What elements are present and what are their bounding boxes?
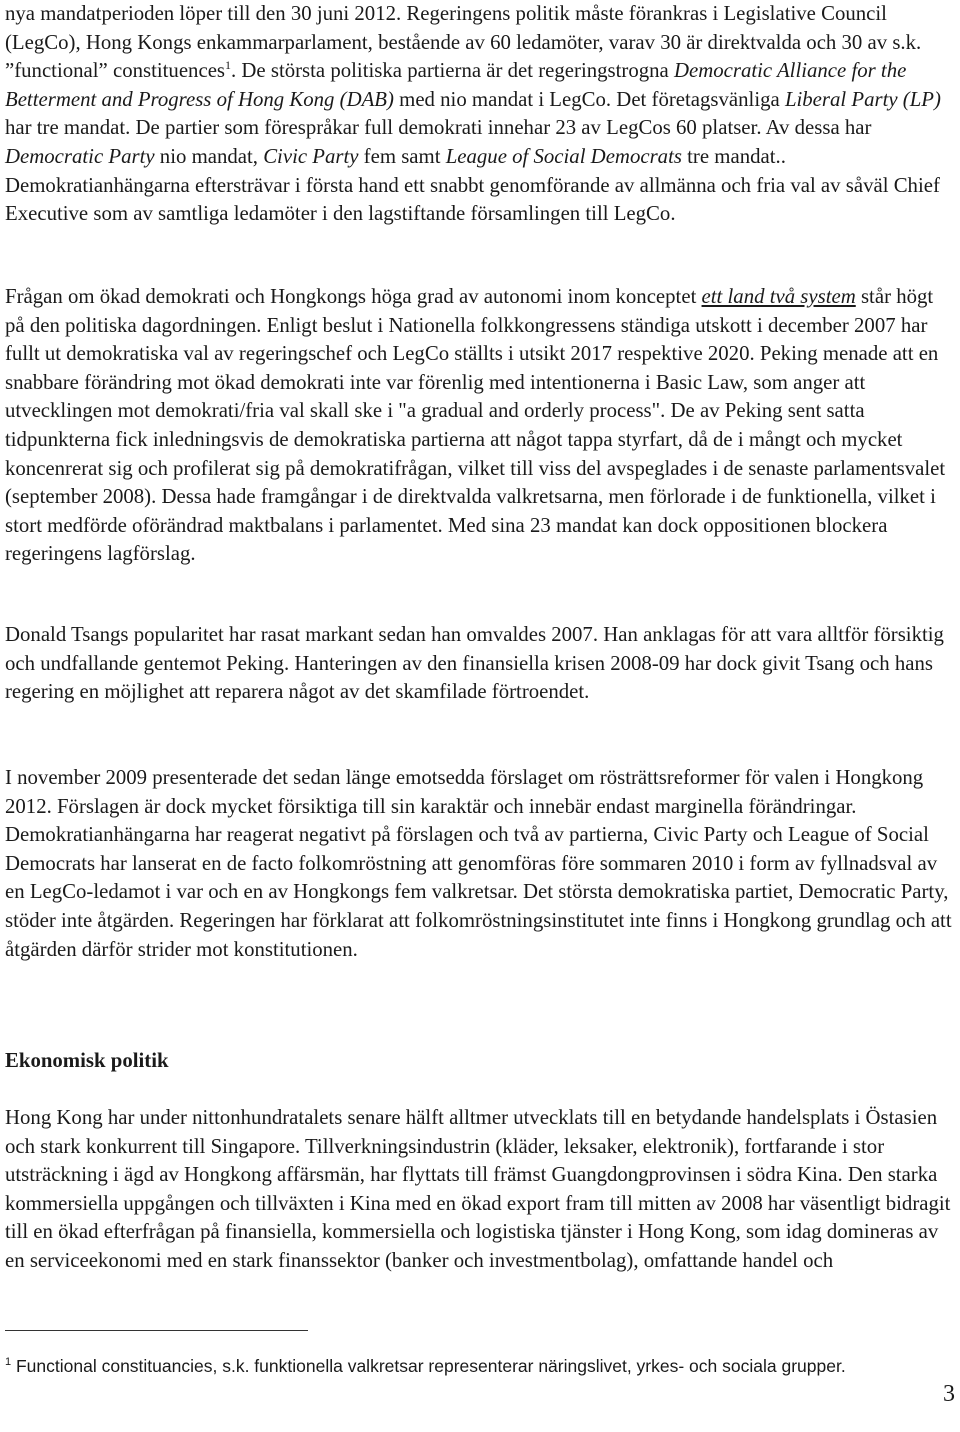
paragraph-tsang: Donald Tsangs popularitet har rasat markant sedan han omvaldes 2007. Han anklagas för att vara alltför försiktig och undfallande gentemot Peking. Hanteringen av den finansiella krisen 2008-09 har dock givit Tsang och hans regering en möjlighet att reparera något av det skamfilade förtroendet. (5, 623, 944, 704)
party-name-dab: Democratic Alliance for the Betterment and Progress of Hong Kong (DAB) (5, 59, 907, 111)
party-name-democratic-party: Democratic Party (5, 144, 155, 168)
text-run: . De största politiska partierna är det regeringstrogna (231, 59, 674, 83)
text-run: fem samt (358, 144, 446, 168)
paragraph-democracy (5, 283, 957, 569)
footnote-marker: 1 (5, 1356, 12, 1369)
footnote (5, 1355, 955, 1377)
text-run: nya mandatperioden löper till den 30 juni 2012. Regeringens politik måste förankras i Legislative Council (LegCo), Hong Kongs enkammarparlament, bestående av 60 ledamöter, varav 30 är direktvalda och 30 av s.k. ”functional” constituences (5, 2, 922, 83)
text-run: nio mandat, (154, 144, 264, 168)
footnote-divider (5, 1330, 308, 1331)
section-heading: Ekonomisk politik (5, 1049, 169, 1072)
concept-one-country-two-systems: ett land två system (701, 285, 856, 308)
paragraph-reform: I november 2009 presenterade det sedan länge emotsedda förslaget om rösträttsreformer för valen i Hongkong 2012. Förslagen är dock mycket försiktiga till sin karaktär och innebär endast marginella förändringar. Demokratianhängarna har reagerat negativt på förslagen och två av partierna, Civic Party och League of Social Democrats har lanserat en de facto folkomröstning att genomföras före sommaren 2010 i form av fyllnadsval av en LegCo-ledamot i var och en av Hongkongs fem valkretsar. Det största demokratiska partiet, Democratic Party, stöder inte åtgärden. Regeringen har förklarat att folkomröstningsinstitutet inte finns i Hongkong grundlag och att åtgärden därför strider mot konstitutionen. (5, 766, 952, 961)
footnote-reference[interactable]: 1 (225, 58, 232, 73)
page-number: 3 (943, 1381, 955, 1407)
text-run: Frågan om ökad demokrati och Hongkongs höga grad av autonomi inom konceptet (5, 285, 702, 308)
text-run: med nio mandat i LegCo. Det företagsvänliga (393, 87, 785, 111)
footnote-text: Functional constituancies, s.k. funktionella valkretsar representerar näringslivet, yrkes- och sociala grupper. (11, 1356, 846, 1376)
text-run: står högt på den politiska dagordningen. Enligt beslut i Nationella folkkongressens ständiga utskott i december 2007 har fullt ut demokratiska val av regeringschef och LegCo ställts i utsikt 2017 respektive 2020. Peking menade att en snabbare förändring mot ökad demokrati inte var förenlig med intentionerna i Basic Law, som anger att utvecklingen mot demokrati/fria val skall ske i "a gradual and orderly process". De av Peking sent satta tidpunkterna fick inledningsvis de demokratiska partierna att något tappa styrfart, då de i mångt och mycket koncenrerat sig och profilerat sig på demokratifrågan, vilket till viss del avspeglades i de senaste parlamentsvalet (september 2008). Dessa hade framgångar i de direktvalda valkretsarna, men förlorade i de funktionella, vilket i stort medförde oförändrad maktbalans i parlamentet. Med sina 23 mandat kan dock oppositionen blockera regeringens lagförslag. (5, 285, 946, 566)
party-name-lp: Liberal Party (LP) (784, 87, 941, 111)
text-run: tre mandat.. Demokratianhängarna eftersträvar i första hand ett snabbt genomförande av allmänna och fria val av såväl Chief Executive som av samtliga ledamöter i den lagstiftande församlingen till LegCo. (5, 144, 940, 226)
party-name-lsd: League of Social Democrats (445, 144, 682, 168)
party-name-civic-party: Civic Party (263, 144, 359, 168)
paragraph-economy: Hong Kong har under nittonhundratalets senare hälft alltmer utvecklats till en betydande handelsplats i Östasien och stark konkurrent till Singapore. Tillverkningsindustrin (kläder, leksaker, elektronik), fortfarande i stor utsträckning i ägd av Hongkong affärsmän, har flyttats till främst Guangdongprovinsen i södra Kina. Den starka kommersiella uppgången och tillväxten i Kina med en ökad export fram till mitten av 2008 har väsentligt bidragit till en ökad efterfrågan på finansiella, kommersiella och logistiska tjänster i Hong Kong, som idag domineras av en serviceekonomi med en stark finanssektor (banker och investmentbolag), omfattande handel och (5, 1106, 951, 1272)
paragraph-legco (5, 0, 957, 229)
text-run: har tre mandat. De partier som förespråkar full demokrati innehar 23 av LegCos 60 platser. Av dessa har (5, 116, 872, 140)
